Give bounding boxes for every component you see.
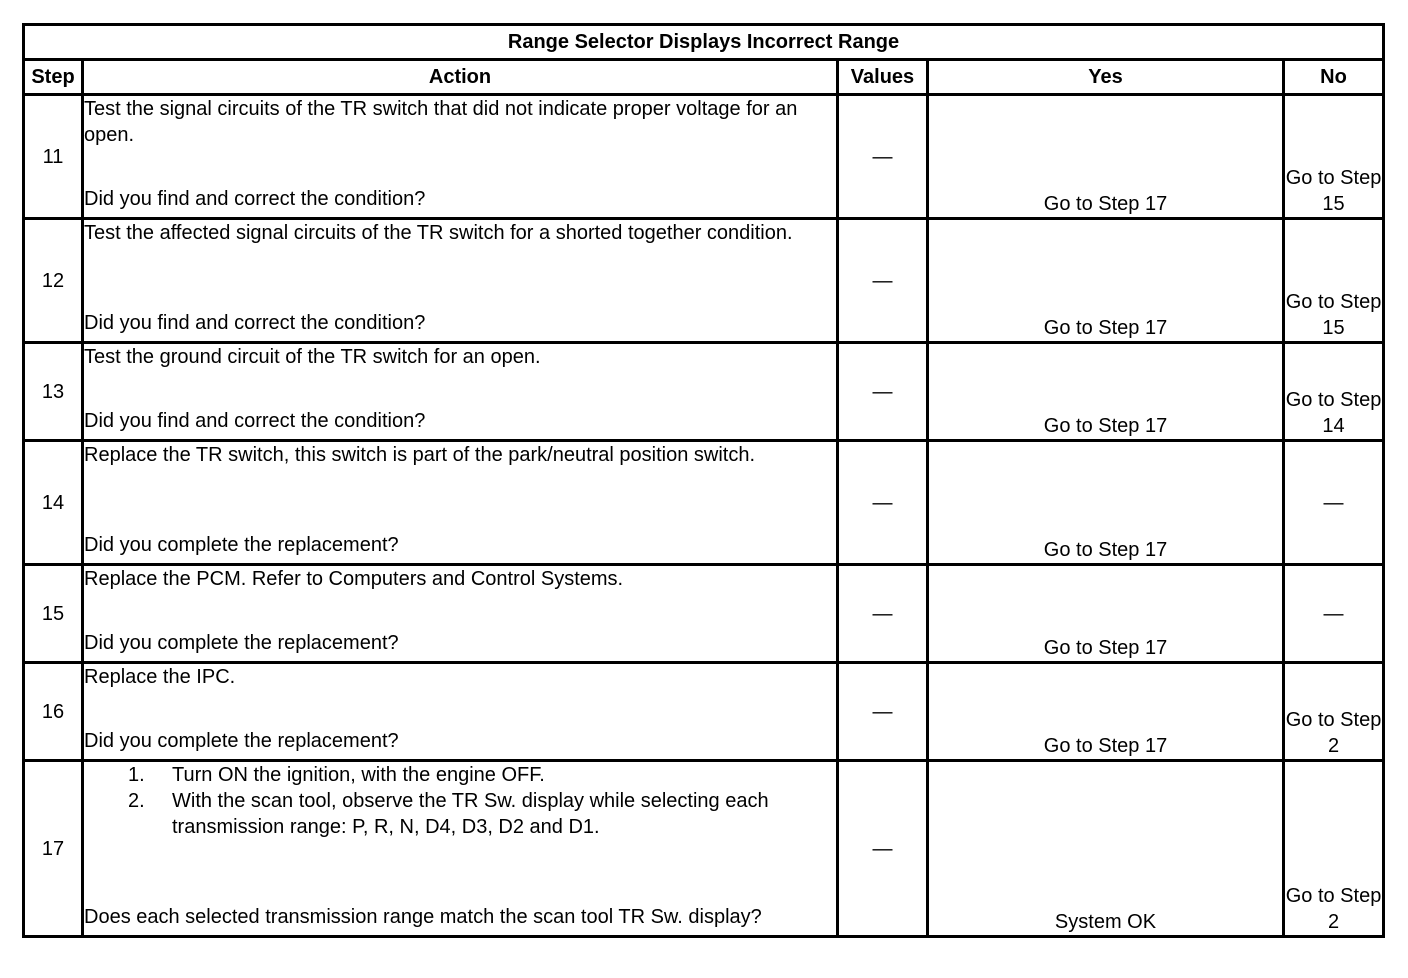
values-cell: — (838, 343, 928, 441)
table-row (24, 761, 1384, 937)
action-instruction: Replace the IPC. (84, 666, 236, 688)
no-cell: Go to Step 2 (1284, 663, 1384, 761)
table-row (24, 565, 1384, 663)
header-values: Values (838, 60, 928, 95)
substep-list (84, 762, 836, 840)
step-number: 17 (24, 761, 83, 937)
table-row (24, 95, 1384, 219)
action-question: Did you find and correct the condition? (84, 312, 426, 334)
step-number: 13 (24, 343, 83, 441)
action-question: Did you find and correct the condition? (84, 188, 426, 210)
yes-cell: Go to Step 17 (928, 219, 1284, 343)
action-instruction: Replace the TR switch, this switch is part of the park/neutral position switch. (84, 444, 756, 466)
action-question: Did you complete the replacement? (84, 632, 399, 654)
yes-cell: Go to Step 17 (928, 343, 1284, 441)
values-cell: — (838, 95, 928, 219)
action-instruction: Test the ground circuit of the TR switch for an open. (84, 346, 541, 368)
action-question: Did you find and correct the condition? (84, 410, 426, 432)
values-cell: — (838, 761, 928, 937)
step-number: 12 (24, 219, 83, 343)
substep-text: Turn ON the ignition, with the engine OFF. (172, 764, 545, 786)
table-row (24, 343, 1384, 441)
diagnostic-table (22, 23, 1385, 938)
no-cell: Go to Step 2 (1284, 761, 1384, 937)
yes-cell: Go to Step 17 (928, 663, 1284, 761)
table-title: Range Selector Displays Incorrect Range (24, 25, 1384, 60)
substep-item (128, 788, 836, 840)
values-cell: — (838, 663, 928, 761)
substep-text: With the scan tool, observe the TR Sw. display while selecting each transmission range: P, R, N, D4, D3, D2 and D1. (172, 790, 769, 838)
no-cell: — (1284, 441, 1384, 565)
action-instruction: Test the affected signal circuits of the TR switch for a shorted together condition. (84, 222, 793, 244)
header-yes: Yes (928, 60, 1284, 95)
yes-cell: Go to Step 17 (928, 565, 1284, 663)
step-number: 16 (24, 663, 83, 761)
action-cell (83, 565, 838, 663)
action-cell (83, 663, 838, 761)
no-cell: Go to Step 15 (1284, 95, 1384, 219)
yes-cell: Go to Step 17 (928, 441, 1284, 565)
substep-number: 2. (128, 790, 145, 812)
step-number: 11 (24, 95, 83, 219)
action-instruction: Replace the PCM. Refer to Computers and Control Systems. (84, 568, 624, 590)
table-row (24, 663, 1384, 761)
no-cell: Go to Step 14 (1284, 343, 1384, 441)
action-cell (83, 761, 838, 937)
action-cell (83, 219, 838, 343)
step-number: 14 (24, 441, 83, 565)
no-cell: Go to Step 15 (1284, 219, 1384, 343)
values-cell: — (838, 441, 928, 565)
action-instruction: Test the signal circuits of the TR switch that did not indicate proper voltage for an open. (84, 98, 798, 146)
substep-number: 1. (128, 764, 145, 786)
action-cell (83, 441, 838, 565)
substep-item (128, 762, 836, 788)
table-row (24, 441, 1384, 565)
action-question: Did you complete the replacement? (84, 730, 399, 752)
action-cell (83, 343, 838, 441)
header-action: Action (83, 60, 838, 95)
step-number: 15 (24, 565, 83, 663)
action-question: Did you complete the replacement? (84, 534, 399, 556)
values-cell: — (838, 219, 928, 343)
action-cell (83, 95, 838, 219)
header-step: Step (24, 60, 83, 95)
header-no: No (1284, 60, 1384, 95)
table-row (24, 219, 1384, 343)
values-cell: — (838, 565, 928, 663)
yes-cell: Go to Step 17 (928, 95, 1284, 219)
action-question: Does each selected transmission range match the scan tool TR Sw. display? (84, 906, 762, 928)
no-cell: — (1284, 565, 1384, 663)
yes-cell: System OK (928, 761, 1284, 937)
